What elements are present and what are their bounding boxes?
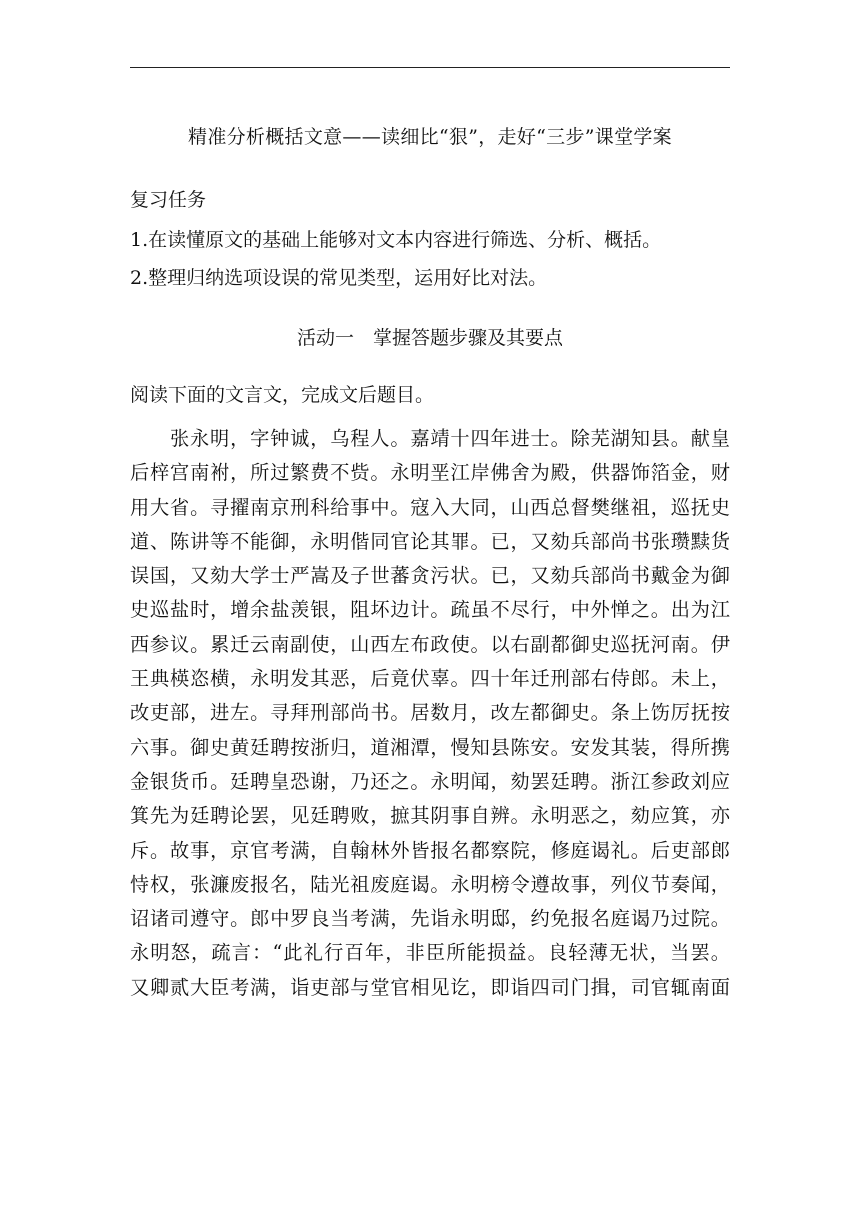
- header-rule: [130, 67, 730, 68]
- passage-line: 六事。御史黄廷聘按浙归，道湘潭，慢知县陈安。安发其装，得所携: [130, 735, 730, 759]
- review-task-item: 2.整理归纳选项设误的常见类型，运用好比对法。: [130, 267, 548, 289]
- passage-line: 改吏部，进左。寻拜刑部尚书。居数月，改左都御史。条上饬厉抚按: [130, 701, 730, 725]
- passage-line: 误国，又劾大学士严嵩及子世蕃贪污状。已，又劾兵部尚书戴金为御: [130, 564, 730, 588]
- passage-line: 张永明，字钟诚，乌程人。嘉靖十四年进士。除芜湖知县。献皇: [170, 427, 730, 450]
- passage-line: 又卿贰大臣考满，诣吏部与堂官相见讫，即诣四司门揖，司官辄南面: [130, 975, 730, 999]
- review-section-label: 复习任务: [130, 189, 207, 211]
- document-title: 精准分析概括文意——读细比“狠”，走好“三步”课堂学案: [188, 126, 672, 148]
- passage-line: 斥。故事，京官考满，自翰林外皆报名都察院，修庭谒礼。后吏部郎: [130, 838, 730, 862]
- passage-line: 箕先为廷聘论罢，见廷聘败，摭其阴事自辨。永明恶之，劾应箕，亦: [130, 804, 730, 828]
- passage-line: 永明怒，疏言：“此礼行百年，非臣所能损益。良轻薄无状，当罢。: [130, 941, 730, 965]
- passage-line: 用大省。寻擢南京刑科给事中。寇入大同，山西总督樊继祖，巡抚史: [130, 495, 730, 519]
- passage-line: 王典楧恣横，永明发其恶，后竟伏辜。四十年迁刑部右侍郎。未上，: [130, 667, 730, 691]
- classical-passage: [130, 422, 730, 1005]
- reading-instruction: 阅读下面的文言文，完成文后题目。: [130, 384, 435, 406]
- passage-line: 西参议。累迁云南副使，山西左布政使。以右副都御史巡抚河南。伊: [130, 632, 730, 656]
- review-task-item: 1.在读懂原文的基础上能够对文本内容进行筛选、分析、概括。: [130, 229, 662, 251]
- passage-line: 道、陈讲等不能御，永明偕同官论其罪。已，又劾兵部尚书张瓒黩货: [130, 529, 730, 553]
- passage-line: 诏诸司遵守。郎中罗良当考满，先诣永明邸，约免报名庭谒乃过院。: [130, 907, 730, 931]
- passage-line: 史巡盐时，增余盐羡银，阻坏边计。疏虽不尽行，中外惮之。出为江: [130, 598, 730, 622]
- activity-heading: 活动一 掌握答题步骤及其要点: [296, 327, 563, 349]
- passage-line: 金银货币。廷聘皇恐谢，乃还之。永明闻，劾罢廷聘。浙江参政刘应: [130, 769, 730, 793]
- passage-line: 后梓宫南袝，所过繁费不赀。永明垩江岸佛舍为殿，供器饰箔金，财: [130, 461, 730, 485]
- passage-line: 恃权，张濂废报名，陆光祖废庭谒。永明榜令遵故事，列仪节奏闻，: [130, 872, 730, 896]
